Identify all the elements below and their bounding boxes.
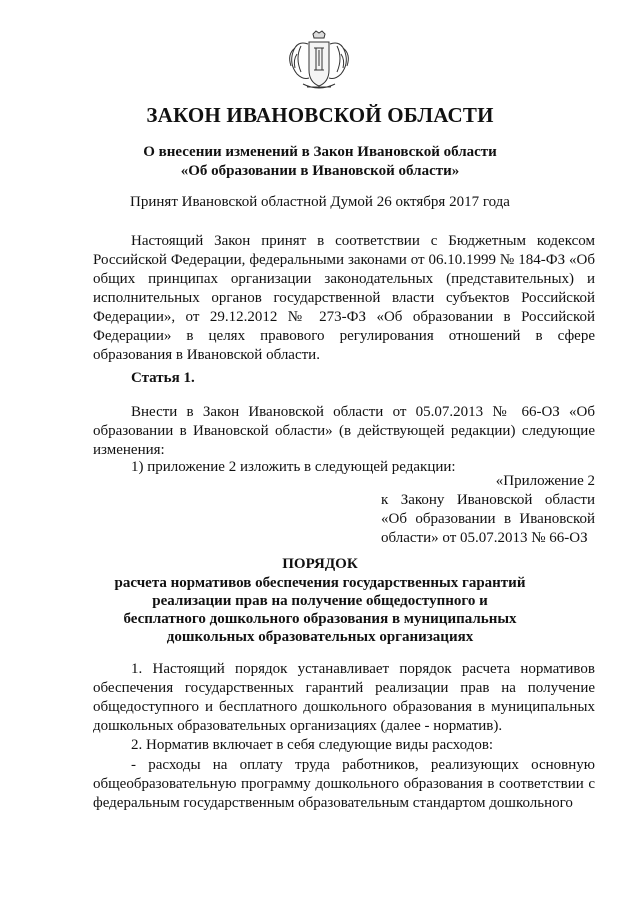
law-title: ЗАКОН ИВАНОВСКОЙ ОБЛАСТИ xyxy=(146,103,494,127)
appendix-reference xyxy=(381,472,595,548)
order-subtitle: расчета нормативов обеспечения государственных гарантий реализации прав на получение общедоступного и бесплатного дошкольного образования в муниципальных дошкольных образовательных организациях xyxy=(114,575,526,645)
preamble-paragraph: Настоящий Закон принят в соответствии с Бюджетным кодексом Российской Федерации, федеральными законами от 06.10.1999 № 184-ФЗ «Об общих принципах организации законодательных (представительных) и исполнительных органов государственной власти субъектов Российской Федерации», от 29.12.2012 № 273-ФЗ «Об образовании в Российской Федерации» в целях правового регулирования отношений в сфере образования в Ивановской области. xyxy=(93,233,595,363)
order-paragraph-3: - расходы на оплату труда работников, реализующих основную общеобразовательную программу дошкольного образования в соответствии с федеральным государственным образовательным стандартом дошкольного xyxy=(93,757,595,811)
appendix-reference-line1: «Приложение 2 xyxy=(495,473,595,489)
coat-of-arms-icon xyxy=(283,30,355,92)
appendix-reference-rest: к Закону Ивановской области «Об образовании в Ивановской области» от 05.07.2013 № 66-ОЗ xyxy=(381,492,595,546)
article-1-intro: Внести в Закон Ивановской области от 05.07.2013 № 66-ОЗ «Об образовании в Ивановской области» (в действующей редакции) следующие изменения: xyxy=(93,404,595,458)
adoption-note: Принят Ивановской областной Думой 26 октября 2017 года xyxy=(130,194,510,210)
law-subtitle-line2: «Об образовании в Ивановской области» xyxy=(180,163,460,179)
law-subtitle-line1: О внесении изменений в Закон Ивановской области xyxy=(143,144,497,160)
article-1-item-1: 1) приложение 2 изложить в следующей редакции: xyxy=(131,459,456,475)
article-1-heading: Статья 1. xyxy=(131,370,195,386)
order-paragraph-1: 1. Настоящий порядок устанавливает порядок расчета нормативов обеспечения государственных гарантий реализации прав на получение общедоступного и бесплатного дошкольного образования в муниципальных дошкольных образовательных организациях (далее - норматив). xyxy=(93,661,595,734)
order-title: ПОРЯДОК xyxy=(282,556,358,572)
order-paragraph-2: 2. Норматив включает в себя следующие виды расходов: xyxy=(131,737,494,753)
law-subtitle xyxy=(0,143,640,181)
